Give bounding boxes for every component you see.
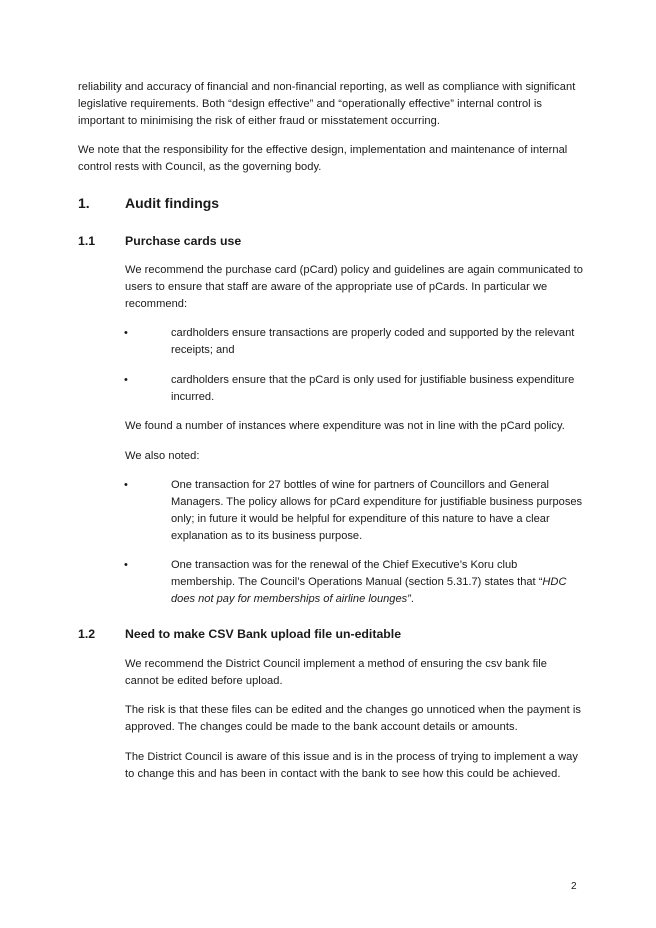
bullet-4-end: . xyxy=(410,593,414,605)
bullet-marker: • xyxy=(124,374,128,386)
bullet-4-quote: HDC does not pay for memberships of airline lounges” xyxy=(171,576,567,605)
page-number: 2 xyxy=(571,881,577,892)
list-item: One transaction for 27 bottles of wine for partners of Councillors and General Managers. The policy allows for pCard expenditure for justifiable business purposes only; in future it would be helpful for expenditure of this nature to have a clear explanation as to its business purpose. xyxy=(171,479,583,542)
bullet-marker: • xyxy=(124,327,128,339)
section-1-1-number: 1.1 xyxy=(78,234,96,248)
intro-paragraph-2: We note that the responsibility for the effective design, implementation and maintenance of internal control rests with Council, as the governing body. xyxy=(78,144,568,173)
bullet-marker: • xyxy=(124,559,128,571)
s1-1-paragraph-1: We recommend the purchase card (pCard) policy and guidelines are again communicated to users to ensure that staff are aware of the appropriate use of pCards. In particular we recommend: xyxy=(125,264,583,310)
list-item xyxy=(171,557,583,608)
bullet-4-text: One transaction was for the renewal of the Chief Executive’s Koru club membership. The Council’s Operations Manual (section 5.31.7) states that “ xyxy=(171,559,543,588)
section-1-number: 1. xyxy=(78,195,90,211)
list-item: cardholders ensure transactions are properly coded and supported by the relevant receipts; and xyxy=(171,327,575,356)
s1-1-paragraph-3: We also noted: xyxy=(125,450,200,462)
section-1-1-title: Purchase cards use xyxy=(125,234,242,248)
bullet-marker: • xyxy=(124,479,128,491)
s1-2-paragraph-3: The District Council is aware of this issue and is in the process of trying to implement a way to change this and has been in contact with the bank to see how this could be achieved. xyxy=(125,751,578,780)
list-item: cardholders ensure that the pCard is only used for justifiable business expenditure incurred. xyxy=(171,374,575,403)
section-1-2-title: Need to make CSV Bank upload file un-editable xyxy=(125,627,402,641)
section-1-2-number: 1.2 xyxy=(78,627,96,641)
section-1-title: Audit findings xyxy=(125,195,220,211)
s1-1-paragraph-2: We found a number of instances where expenditure was not in line with the pCard policy. xyxy=(125,420,565,432)
s1-2-paragraph-2: The risk is that these files can be edited and the changes go unnoticed when the payment is approved. The changes could be made to the bank account details or amounts. xyxy=(125,704,581,733)
intro-paragraph-1: reliability and accuracy of financial and non-financial reporting, as well as compliance with significant legislative requirements. Both “design effective” and “operationally effective” internal control is important to minimising the risk of either fraud or misstatement occurring. xyxy=(78,81,576,127)
s1-2-paragraph-1: We recommend the District Council implement a method of ensuring the csv bank file cannot be edited before upload. xyxy=(125,658,547,687)
